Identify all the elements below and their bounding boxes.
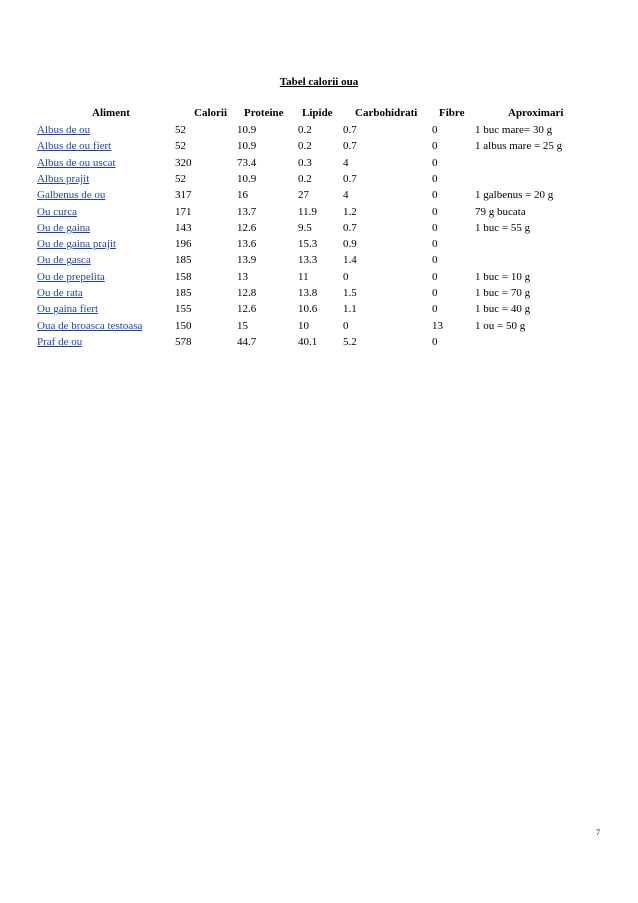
cell-aproximari: 1 buc = 70 g	[475, 287, 531, 299]
header-proteine: Proteine	[244, 107, 284, 119]
cell-aproximari: 1 ou = 50 g	[475, 319, 526, 332]
cell-proteine: 10.9	[237, 124, 257, 136]
cell-aliment[interactable]: Albus prajit	[37, 172, 90, 185]
cell-calorii: 320	[175, 156, 192, 169]
cell-calorii: 578	[175, 335, 192, 348]
header-aliment: Aliment	[92, 107, 130, 119]
cell-proteine: 73.4	[237, 156, 257, 169]
cell-calorii: 171	[175, 205, 192, 218]
table-row	[0, 237, 638, 253]
table-row	[0, 188, 638, 204]
cell-aproximari: 79 g bucata	[475, 205, 526, 218]
cell-aliment[interactable]: Ou gaina fiert	[37, 303, 99, 316]
cell-aliment[interactable]: Albus de ou fiert	[37, 140, 112, 153]
cell-carbohidrati: 1.5	[343, 287, 357, 299]
table-row	[0, 270, 638, 286]
cell-aliment[interactable]: Oua de broasca testoasa	[37, 319, 143, 332]
cell-aproximari: 1 buc mare= 30 g	[475, 124, 553, 136]
cell-fibre: 0	[432, 156, 438, 169]
cell-proteine: 13.6	[237, 238, 257, 251]
cell-carbohidrati: 1.2	[343, 205, 357, 218]
cell-fibre: 0	[432, 303, 438, 316]
cell-calorii: 196	[175, 238, 192, 251]
cell-proteine: 16	[237, 189, 248, 202]
table-row	[0, 319, 638, 335]
cell-fibre: 0	[432, 140, 438, 153]
cell-calorii: 158	[175, 270, 192, 283]
cell-proteine: 15	[237, 319, 248, 332]
cell-carbohidrati: 0.9	[343, 238, 357, 251]
table-row	[0, 123, 638, 139]
table-row	[0, 205, 638, 221]
cell-aliment[interactable]: Ou de rata	[37, 287, 83, 299]
cell-calorii: 143	[175, 221, 192, 234]
header-fibre: Fibre	[439, 107, 465, 119]
cell-carbohidrati: 0	[343, 270, 349, 283]
cell-calorii: 155	[175, 303, 192, 316]
cell-fibre: 0	[432, 189, 438, 202]
cell-aliment[interactable]: Ou curca	[37, 205, 78, 218]
page-number: 7	[596, 828, 600, 837]
cell-carbohidrati: 0	[343, 319, 349, 332]
cell-lipide: 13.8	[298, 287, 318, 299]
cell-fibre: 0	[432, 124, 438, 136]
cell-aproximari: 1 buc = 40 g	[475, 303, 531, 316]
table-row	[0, 221, 638, 237]
table-row	[0, 335, 638, 351]
header-aproximari: Aproximari	[508, 107, 564, 119]
cell-lipide: 10.6	[298, 303, 318, 316]
cell-fibre: 0	[432, 205, 438, 218]
cell-aliment[interactable]: Ou de prepelita	[37, 270, 105, 283]
cell-fibre: 0	[432, 287, 438, 299]
cell-fibre: 0	[432, 335, 438, 348]
cell-lipide: 11.9	[298, 205, 317, 218]
cell-fibre: 0	[432, 270, 438, 283]
cell-fibre: 13	[432, 319, 443, 332]
cell-lipide: 13.3	[298, 254, 318, 267]
cell-proteine: 13	[237, 270, 248, 283]
cell-calorii: 317	[175, 189, 192, 202]
cell-lipide: 0.2	[298, 140, 312, 153]
table-row	[0, 253, 638, 269]
cell-carbohidrati: 0.7	[343, 124, 357, 136]
cell-fibre: 0	[432, 238, 438, 251]
cell-lipide: 9.5	[298, 221, 312, 234]
table-row	[0, 156, 638, 172]
cell-calorii: 52	[175, 124, 186, 136]
cell-calorii: 185	[175, 287, 192, 299]
cell-proteine: 12.6	[237, 221, 257, 234]
header-calorii: Calorii	[194, 107, 227, 119]
cell-proteine: 13.7	[237, 205, 257, 218]
cell-aliment[interactable]: Albus de ou	[37, 124, 91, 136]
cell-carbohidrati: 1.1	[343, 303, 357, 316]
cell-aliment[interactable]: Praf de ou	[37, 335, 83, 348]
cell-aliment[interactable]: Galbenus de ou	[37, 189, 106, 202]
table-row	[0, 172, 638, 188]
cell-proteine: 12.6	[237, 303, 257, 316]
cell-calorii: 52	[175, 140, 186, 153]
table-title: Tabel calorii oua	[279, 76, 359, 88]
cell-aproximari: 1 buc = 10 g	[475, 270, 531, 283]
cell-proteine: 12.8	[237, 287, 257, 299]
header-carbohidrati: Carbohidrati	[355, 107, 418, 119]
cell-carbohidrati: 0.7	[343, 140, 357, 153]
cell-aliment[interactable]: Ou de gasca	[37, 254, 91, 267]
cell-proteine: 44.7	[237, 335, 257, 348]
cell-aproximari: 1 albus mare = 25 g	[475, 140, 563, 153]
cell-calorii: 185	[175, 254, 192, 267]
cell-aproximari: 1 buc = 55 g	[475, 221, 531, 234]
cell-aliment[interactable]: Ou de gaina	[37, 221, 91, 234]
cell-aliment[interactable]: Albus de ou uscat	[37, 156, 116, 169]
cell-carbohidrati: 5.2	[343, 335, 357, 348]
cell-lipide: 0.2	[298, 124, 312, 136]
cell-lipide: 10	[298, 319, 309, 332]
header-lipide: Lipide	[302, 107, 333, 119]
cell-fibre: 0	[432, 254, 438, 267]
cell-lipide: 27	[298, 189, 309, 202]
cell-lipide: 40.1	[298, 335, 318, 348]
cell-aproximari: 1 galbenus = 20 g	[475, 189, 554, 202]
cell-proteine: 10.9	[237, 140, 257, 153]
cell-proteine: 10.9	[237, 172, 257, 185]
cell-carbohidrati: 1.4	[343, 254, 357, 267]
cell-carbohidrati: 4	[343, 156, 349, 169]
cell-proteine: 13.9	[237, 254, 257, 267]
table-row	[0, 302, 638, 318]
cell-lipide: 0.3	[298, 156, 312, 169]
cell-calorii: 52	[175, 172, 186, 185]
cell-lipide: 15.3	[298, 238, 318, 251]
cell-calorii: 150	[175, 319, 192, 332]
cell-fibre: 0	[432, 221, 438, 234]
cell-carbohidrati: 0.7	[343, 172, 357, 185]
table-row	[0, 286, 638, 302]
cell-aliment[interactable]: Ou de gaina prajit	[37, 238, 117, 251]
cell-fibre: 0	[432, 172, 438, 185]
cell-carbohidrati: 4	[343, 189, 349, 202]
table-row	[0, 139, 638, 155]
cell-lipide: 11	[298, 270, 309, 283]
cell-lipide: 0.2	[298, 172, 312, 185]
cell-carbohidrati: 0.7	[343, 221, 357, 234]
